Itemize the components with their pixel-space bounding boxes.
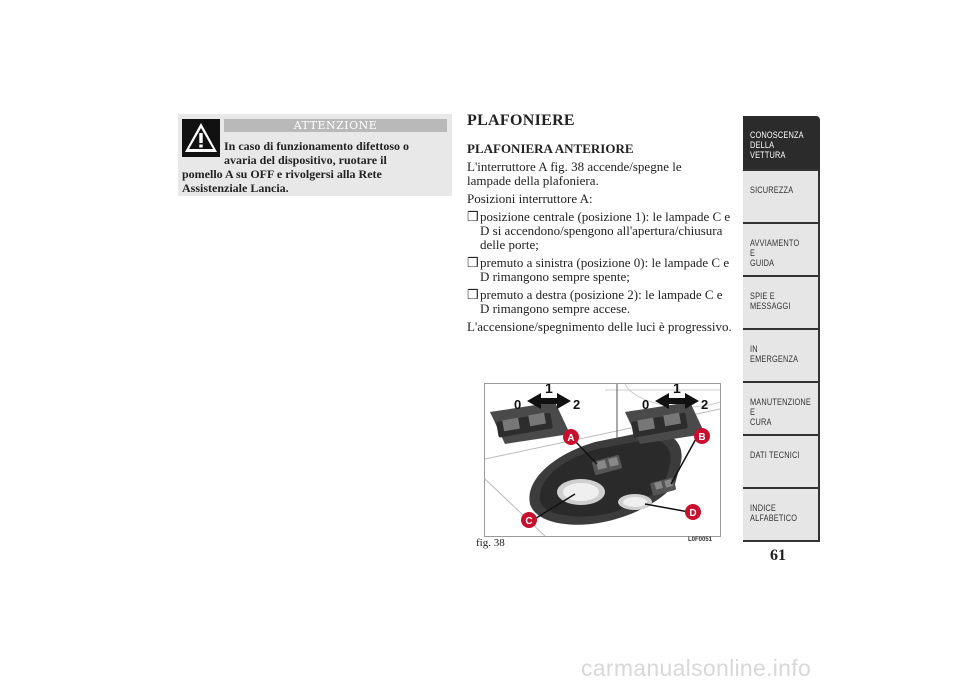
warning-title: ATTENZIONE <box>224 119 447 132</box>
subsection-title: PLAFONIERA ANTERIORE <box>467 141 634 156</box>
position-0-label: 0 <box>642 397 650 412</box>
ceiling-light-figure <box>484 383 721 537</box>
list-line: D rimangono sempre spente; <box>480 269 630 284</box>
list-line: posizione centrale (posizione 1): le lampade C e <box>480 209 731 224</box>
intro-line: L'interruttore A fig. 38 accende/spegne le <box>467 159 682 174</box>
list-item <box>467 256 737 284</box>
warning-line: pomello A su OFF e rivolgersi alla Rete <box>182 167 382 181</box>
section-title: PLAFONIERE <box>467 112 575 129</box>
list-line: premuto a sinistra (posizione 0): le lampade C e <box>480 255 730 270</box>
position-0-label: 0 <box>514 397 522 412</box>
ceiling-light-illustration <box>485 384 720 536</box>
callout-d-label: D <box>689 508 697 519</box>
callout-a-label: A <box>567 433 575 444</box>
tab-indice-alfabetico[interactable] <box>743 489 820 542</box>
bullet-icon: ❒ <box>467 287 479 302</box>
tab-label: SICUREZZA <box>750 185 794 195</box>
list-line: premuto a destra (posizione 2): le lampade C e <box>480 287 723 302</box>
main-text-column <box>467 114 737 338</box>
closing-paragraph: L'accensione/spegnimento delle luci è progressivo. <box>467 319 732 334</box>
position-1-label: 1 <box>545 384 553 396</box>
tab-label: CONOSCENZA DELLA VETTURA <box>750 130 804 160</box>
tab-conoscenza-della-vettura[interactable] <box>743 116 820 169</box>
position-1-label: 1 <box>673 384 681 396</box>
tab-label: INDICE ALFABETICO <box>750 503 798 523</box>
tab-label: AVVIAMENTO E GUIDA <box>750 238 800 268</box>
tab-manutenzione-e-cura[interactable] <box>743 383 820 436</box>
callout-c-label: C <box>525 516 533 527</box>
bullet-icon: ❒ <box>467 255 479 270</box>
position-2-label: 2 <box>573 397 581 412</box>
watermark: carmanualsonline.info <box>581 655 812 681</box>
warning-text <box>182 139 444 195</box>
tab-avviamento-e-guida[interactable] <box>743 224 820 277</box>
tab-in-emergenza[interactable] <box>743 330 820 383</box>
figure-code: L0F0051 <box>688 537 713 543</box>
callout-b-label: B <box>698 432 706 443</box>
list-line: delle porte; <box>480 237 539 252</box>
tab-label: DATI TECNICI <box>750 450 800 460</box>
positions-label: Posizioni interruttore A: <box>467 191 593 206</box>
page-number: 61 <box>770 547 786 564</box>
figure-caption: fig. 38 <box>476 537 505 549</box>
warning-line: avaria del dispositivo, ruotare il <box>224 153 387 167</box>
tab-sicurezza[interactable] <box>743 171 820 224</box>
list-line: D rimangono sempre accese. <box>480 301 631 316</box>
list-line: D si accendono/spengono all'apertura/chiusura <box>480 223 723 238</box>
position-2-label: 2 <box>701 397 709 412</box>
tab-spie-e-messaggi[interactable] <box>743 277 820 330</box>
intro-paragraph <box>467 160 737 188</box>
tab-label: IN EMERGENZA <box>750 344 799 364</box>
intro-line: lampade della plafoniera. <box>467 173 599 188</box>
bullet-icon: ❒ <box>467 209 479 224</box>
tab-label: MANUTENZIONE E CURA <box>750 397 812 427</box>
tab-label: SPIE E MESSAGGI <box>750 291 791 311</box>
warning-line: In caso di funzionamento difettoso o <box>224 139 410 153</box>
list-item <box>467 288 737 316</box>
list-item <box>467 210 737 252</box>
warning-line: Assistenziale Lancia. <box>182 181 289 195</box>
tab-dati-tecnici[interactable] <box>743 436 820 489</box>
